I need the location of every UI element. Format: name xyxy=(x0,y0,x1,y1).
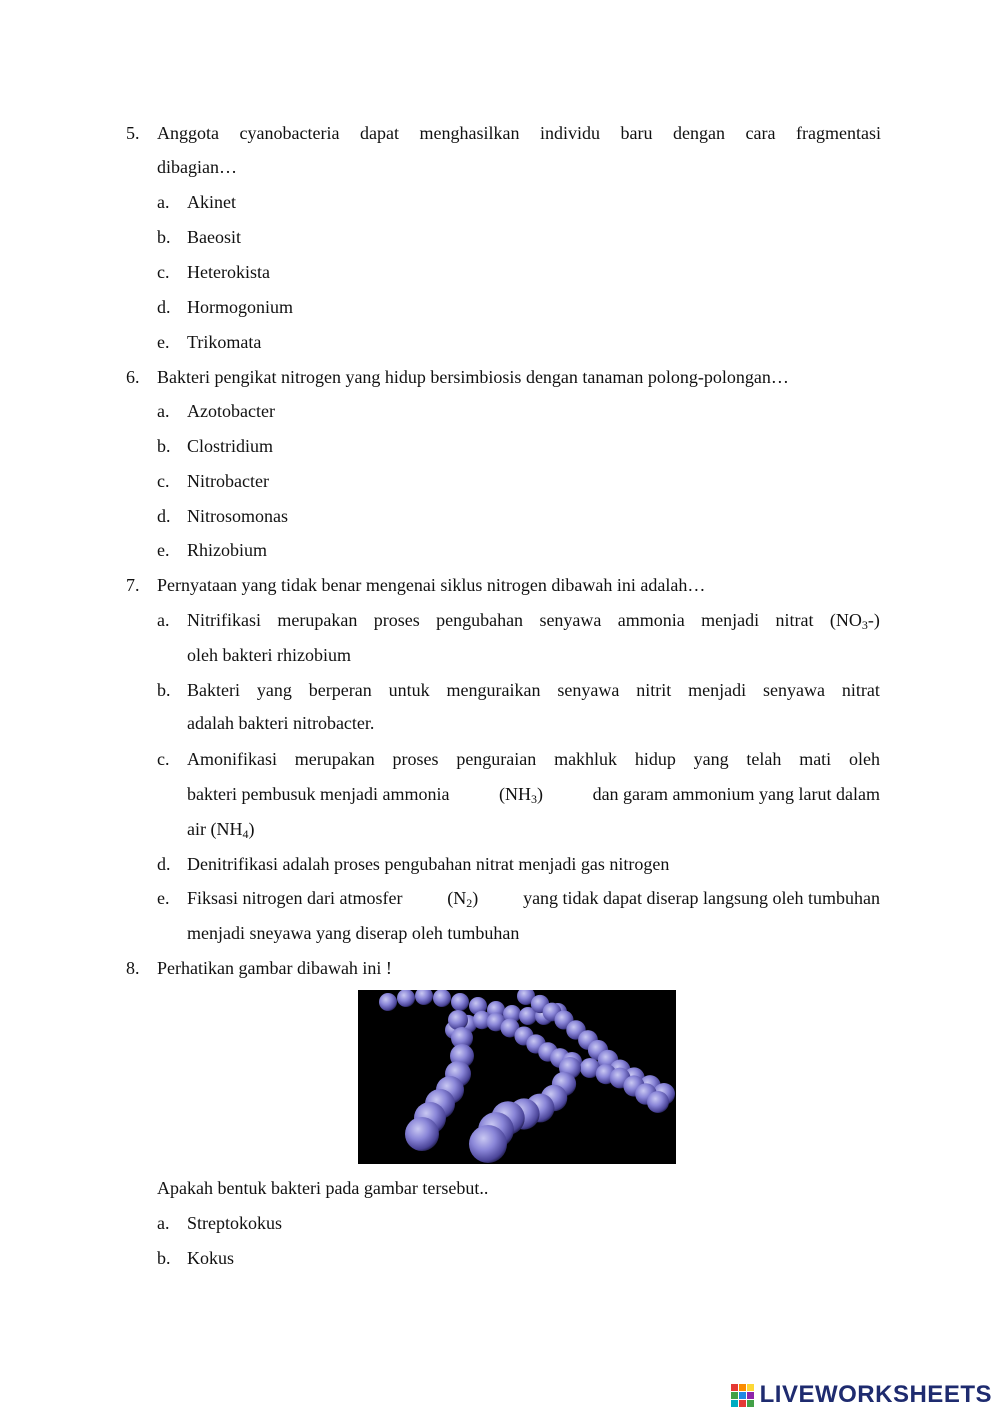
coccus-cell xyxy=(647,1091,669,1113)
nitrate-formula: $(NO_3-)$ xyxy=(829,610,880,632)
word: dengan xyxy=(673,123,725,143)
coccus-cell xyxy=(379,993,397,1011)
word: hidup xyxy=(634,749,676,769)
word: Amonifikasi xyxy=(187,749,277,769)
option-letter: a. xyxy=(157,192,170,212)
option-text-line[interactable] xyxy=(187,679,880,701)
option-letter: b. xyxy=(157,680,171,700)
word: untuk xyxy=(388,680,430,700)
question-number: 5. xyxy=(126,123,140,143)
word: senyawa xyxy=(557,680,620,700)
option-letter: c. xyxy=(157,749,170,769)
option-letter: e. xyxy=(157,540,170,560)
word: nitrat xyxy=(841,680,880,700)
logo-grid-icon xyxy=(731,1384,754,1407)
bacteria-image xyxy=(358,990,676,1164)
option-text-line[interactable] xyxy=(187,609,880,636)
option-text[interactable]: Baeosit xyxy=(187,227,241,247)
word: cyanobacteria xyxy=(239,123,340,143)
option-text[interactable]: Nitrobacter xyxy=(187,471,269,491)
word: berperan xyxy=(308,680,372,700)
option-letter: c. xyxy=(157,471,170,491)
option-letter: d. xyxy=(157,506,171,526)
option-letter: e. xyxy=(157,888,170,908)
word: Nitrifikasi xyxy=(187,610,261,630)
option-letter: d. xyxy=(157,854,171,874)
option-text[interactable]: Clostridium xyxy=(187,436,274,456)
option-text-line[interactable]: Fiksasi nitrogen dari atmosfer $(N_2)$ yang tidak dapat diserap langsung oleh tumbuhan xyxy=(187,887,880,914)
word: Bakteri xyxy=(187,680,240,700)
option-text-line[interactable]: menjadi sneyawa yang diserap oleh tumbuhan xyxy=(187,923,520,943)
coccus-cell xyxy=(448,1010,468,1030)
word: proses xyxy=(373,610,420,630)
word: baru xyxy=(620,123,653,143)
word: telah xyxy=(746,749,782,769)
word: makhluk xyxy=(554,749,618,769)
word: Anggota xyxy=(157,123,219,143)
coccus-cell xyxy=(405,1117,439,1151)
question-number: 6. xyxy=(126,367,140,387)
question-number: 8. xyxy=(126,958,140,978)
word: pengubahan xyxy=(436,610,524,630)
question-text: Perhatikan gambar dibawah ini ! xyxy=(157,958,392,978)
option-text[interactable]: Streptokokus xyxy=(187,1213,283,1233)
coccus-cell xyxy=(469,1125,507,1163)
option-letter: a. xyxy=(157,1213,170,1233)
option-text-line[interactable]: air $(NH_4)$ xyxy=(187,819,255,841)
word: menghasilkan xyxy=(419,123,520,143)
word: merupakan xyxy=(277,610,358,630)
option-text[interactable]: Trikomata xyxy=(187,332,262,352)
question-text-line xyxy=(157,122,881,144)
option-letter: e. xyxy=(157,332,170,352)
word: menjadi xyxy=(688,680,747,700)
question-text-line: dibagian… xyxy=(157,157,237,177)
option-text[interactable]: Kokus xyxy=(187,1248,235,1268)
word: fragmentasi xyxy=(795,123,881,143)
coccus-cell xyxy=(433,990,451,1007)
option-text[interactable]: Azotobacter xyxy=(187,401,275,421)
word: menjadi xyxy=(701,610,760,630)
word: mati xyxy=(799,749,832,769)
logo-text: LIVEWORKSHEETS xyxy=(759,1381,992,1408)
question-followup: Apakah bentuk bakteri pada gambar tersebut.. xyxy=(157,1178,489,1198)
option-text-line[interactable] xyxy=(187,748,880,770)
coccus-cell xyxy=(451,993,469,1011)
option-letter: a. xyxy=(157,401,170,421)
word: menguraikan xyxy=(446,680,541,700)
option-text-line[interactable]: adalah bakteri nitrobacter. xyxy=(187,713,375,733)
option-letter: a. xyxy=(157,610,170,630)
word: yang xyxy=(256,680,292,700)
option-text[interactable]: Hormogonium xyxy=(187,297,293,317)
word: nitrit xyxy=(636,680,672,700)
word: dapat xyxy=(359,123,399,143)
word: merupakan xyxy=(294,749,375,769)
ammonia-formula: $(NH_3)$ xyxy=(499,784,543,806)
option-text[interactable]: Akinet xyxy=(187,192,236,212)
option-letter: b. xyxy=(157,227,171,247)
word: senyawa xyxy=(763,680,826,700)
word: cara xyxy=(745,123,776,143)
option-text[interactable]: Rhizobium xyxy=(187,540,267,560)
question-number: 7. xyxy=(126,575,140,595)
coccus-cell xyxy=(397,990,415,1007)
word: individu xyxy=(539,123,600,143)
option-text[interactable]: Nitrosomonas xyxy=(187,506,288,526)
option-letter: d. xyxy=(157,297,171,317)
nitrogen-formula: $(N_2)$ xyxy=(447,888,479,910)
option-text-line[interactable]: bakteri pembusuk menjadi ammonia $(NH_3)$ dan garam ammonium yang larut dalam xyxy=(187,783,880,810)
word: ammonia xyxy=(617,610,685,630)
coccus-cell xyxy=(415,990,433,1005)
option-letter: b. xyxy=(157,436,171,456)
option-text-line[interactable]: oleh bakteri rhizobium xyxy=(187,645,351,665)
word: nitrat xyxy=(775,610,814,630)
word: yang xyxy=(693,749,729,769)
word: oleh xyxy=(848,749,880,769)
option-text[interactable]: Denitrifikasi adalah proses pengubahan nitrat menjadi gas nitrogen xyxy=(187,854,670,874)
word: senyawa xyxy=(539,610,602,630)
option-letter: b. xyxy=(157,1248,171,1268)
question-text: Bakteri pengikat nitrogen yang hidup bersimbiosis dengan tanaman polong-polongan… xyxy=(157,367,789,387)
word: proses xyxy=(392,749,439,769)
option-letter: c. xyxy=(157,262,170,282)
word: penguraian xyxy=(456,749,537,769)
liveworksheets-logo[interactable] xyxy=(731,1382,992,1408)
question-text: Pernyataan yang tidak benar mengenai siklus nitrogen dibawah ini adalah… xyxy=(157,575,706,595)
option-text[interactable]: Heterokista xyxy=(187,262,270,282)
